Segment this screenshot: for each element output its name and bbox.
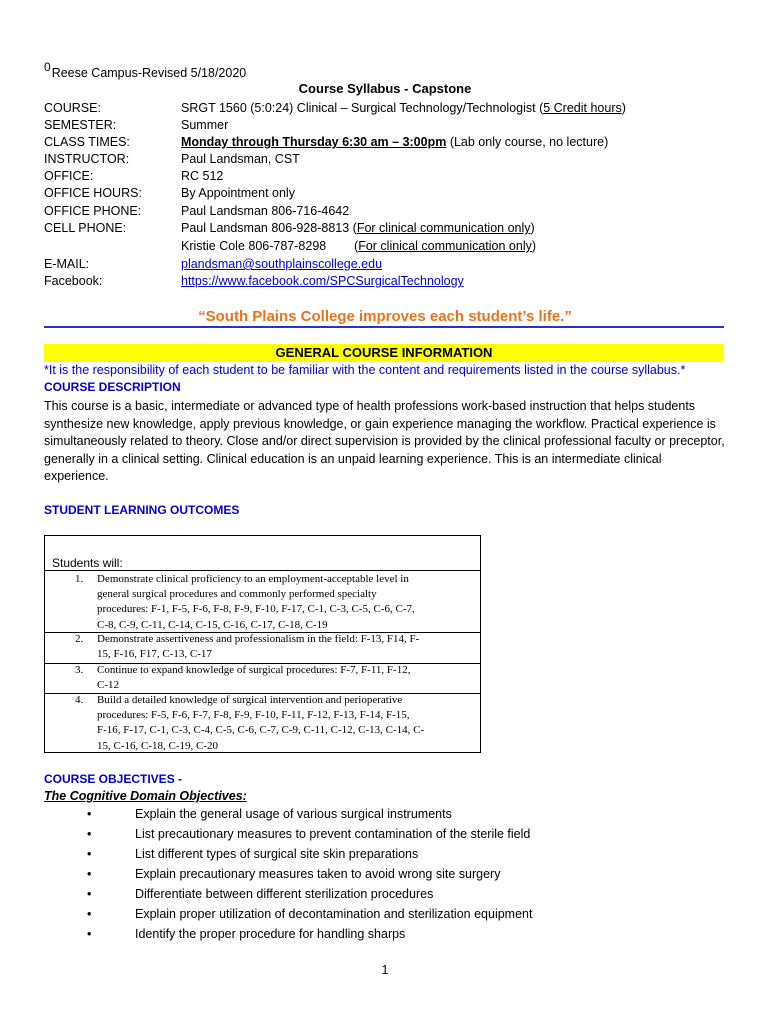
outcome-item-2: 2. Demonstrate assertiveness and professionalism in the field: F-13, F14, F- 15, F-16, F17, C-13, C-17 bbox=[75, 633, 420, 661]
course-description-text: This course is a basic, intermediate or advanced type of health professions work-based instruction that helps students synthesize new knowledge, apply previous knowledge, or gain experience managing the workflow. Practical experience is simultaneously related to theory. Close and/or direct supervision is provided by the clinical professional faculty or preceptor, generally in a clinical setting. Clinical education is an unpaid learning experience. This is an intermediate clinical experience. bbox=[44, 399, 725, 484]
email-link[interactable]: plandsman@southplainscollege.edu bbox=[181, 257, 383, 271]
bullet-icon: • bbox=[87, 887, 92, 901]
bullet-icon: • bbox=[87, 907, 92, 921]
office-label: OFFICE: bbox=[44, 169, 94, 183]
bullet-icon: • bbox=[87, 867, 92, 881]
bullet-icon: • bbox=[87, 807, 92, 821]
college-motto: “South Plains College improves each student’s life.” bbox=[198, 308, 572, 325]
outcomes-intro: Students will: bbox=[52, 556, 123, 570]
facebook-label: Facebook: bbox=[44, 274, 103, 288]
cell-phone-value-2: Kristie Cole 806-787-8298 (For clinical communication only) bbox=[181, 239, 537, 253]
office-phone-label: OFFICE PHONE: bbox=[44, 204, 142, 218]
revision-header bbox=[44, 60, 246, 80]
semester-label: SEMESTER: bbox=[44, 118, 117, 132]
class-times-label: CLASS TIMES: bbox=[44, 135, 130, 149]
bullet-icon: • bbox=[87, 827, 92, 841]
office-hours-label: OFFICE HOURS: bbox=[44, 186, 142, 200]
bullet-icon: • bbox=[87, 847, 92, 861]
course-description-heading: COURSE DESCRIPTION bbox=[44, 380, 181, 394]
cell-phone-label: CELL PHONE: bbox=[44, 221, 127, 235]
general-info-heading: GENERAL COURSE INFORMATION bbox=[44, 344, 724, 362]
email-label: E-MAIL: bbox=[44, 257, 90, 271]
outcome-item-4: 4. Build a detailed knowledge of surgical intervention and perioperative procedures: F-5, F-6, F-7, F-8, F-9, F-10, F-11, F-12, F-13, F-14, F-15, F-16, F-17, C-1, C-3, C-4, C-5, C-6, C-7, C-9, C-11, C-12, C-13, C-14, C- 15, C-16, C-18, C-19, C-20 bbox=[75, 694, 425, 752]
instructor-label: INSTRUCTOR: bbox=[44, 152, 130, 166]
page-title: Course Syllabus - Capstone bbox=[298, 81, 472, 96]
header-text: Reese Campus-Revised 5/18/2020 bbox=[51, 66, 247, 80]
learning-outcomes-table bbox=[44, 535, 481, 753]
instructor-value: Paul Landsman, CST bbox=[181, 152, 300, 166]
motto-divider bbox=[44, 326, 724, 328]
cognitive-domain-heading: The Cognitive Domain Objectives: bbox=[44, 789, 247, 803]
course-label: COURSE: bbox=[44, 101, 101, 115]
bullet-icon: • bbox=[87, 927, 92, 941]
office-value: RC 512 bbox=[181, 169, 224, 183]
class-times-value: Monday through Thursday 6:30 am – 3:00pm (Lab only course, no lecture) bbox=[181, 135, 609, 149]
facebook-link[interactable]: https://www.facebook.com/SPCSurgicalTechnology bbox=[181, 274, 464, 288]
office-hours-value: By Appointment only bbox=[181, 186, 295, 200]
office-phone-value: Paul Landsman 806-716-4642 bbox=[181, 204, 350, 218]
outcome-item-1: 1. Demonstrate clinical proficiency to an employment-acceptable level in general surgical procedures and commonly performed specialty procedures: F-1, F-5, F-6, F-8, F-9, F-10, F-17, C-1, C-3, C-5, C-6, C-7, C-8, C-9, C-11, C-14, C-15, C-16, C-17, C-18, C-19 bbox=[75, 573, 415, 631]
course-value: SRGT 1560 (5:0:24) Clinical – Surgical Technology/Technologist (5 Credit hours) bbox=[181, 101, 626, 115]
cell-phone-value-1: Paul Landsman 806-928-8813 (For clinical communication only) bbox=[181, 221, 535, 235]
outcome-item-3: 3. Continue to expand knowledge of surgical procedures: F-7, F-11, F-12, C-12 bbox=[75, 664, 411, 692]
learning-outcomes-heading: STUDENT LEARNING OUTCOMES bbox=[44, 503, 240, 517]
header-superscript: 0 bbox=[44, 60, 51, 74]
responsibility-note: *It is the responsibility of each student to be familiar with the content and requirements listed in the course syllabus.* bbox=[44, 363, 686, 377]
page-number: 1 bbox=[381, 963, 389, 977]
course-objectives-heading: COURSE OBJECTIVES - bbox=[44, 772, 183, 786]
table-rule bbox=[45, 570, 480, 571]
semester-value: Summer bbox=[181, 118, 229, 132]
